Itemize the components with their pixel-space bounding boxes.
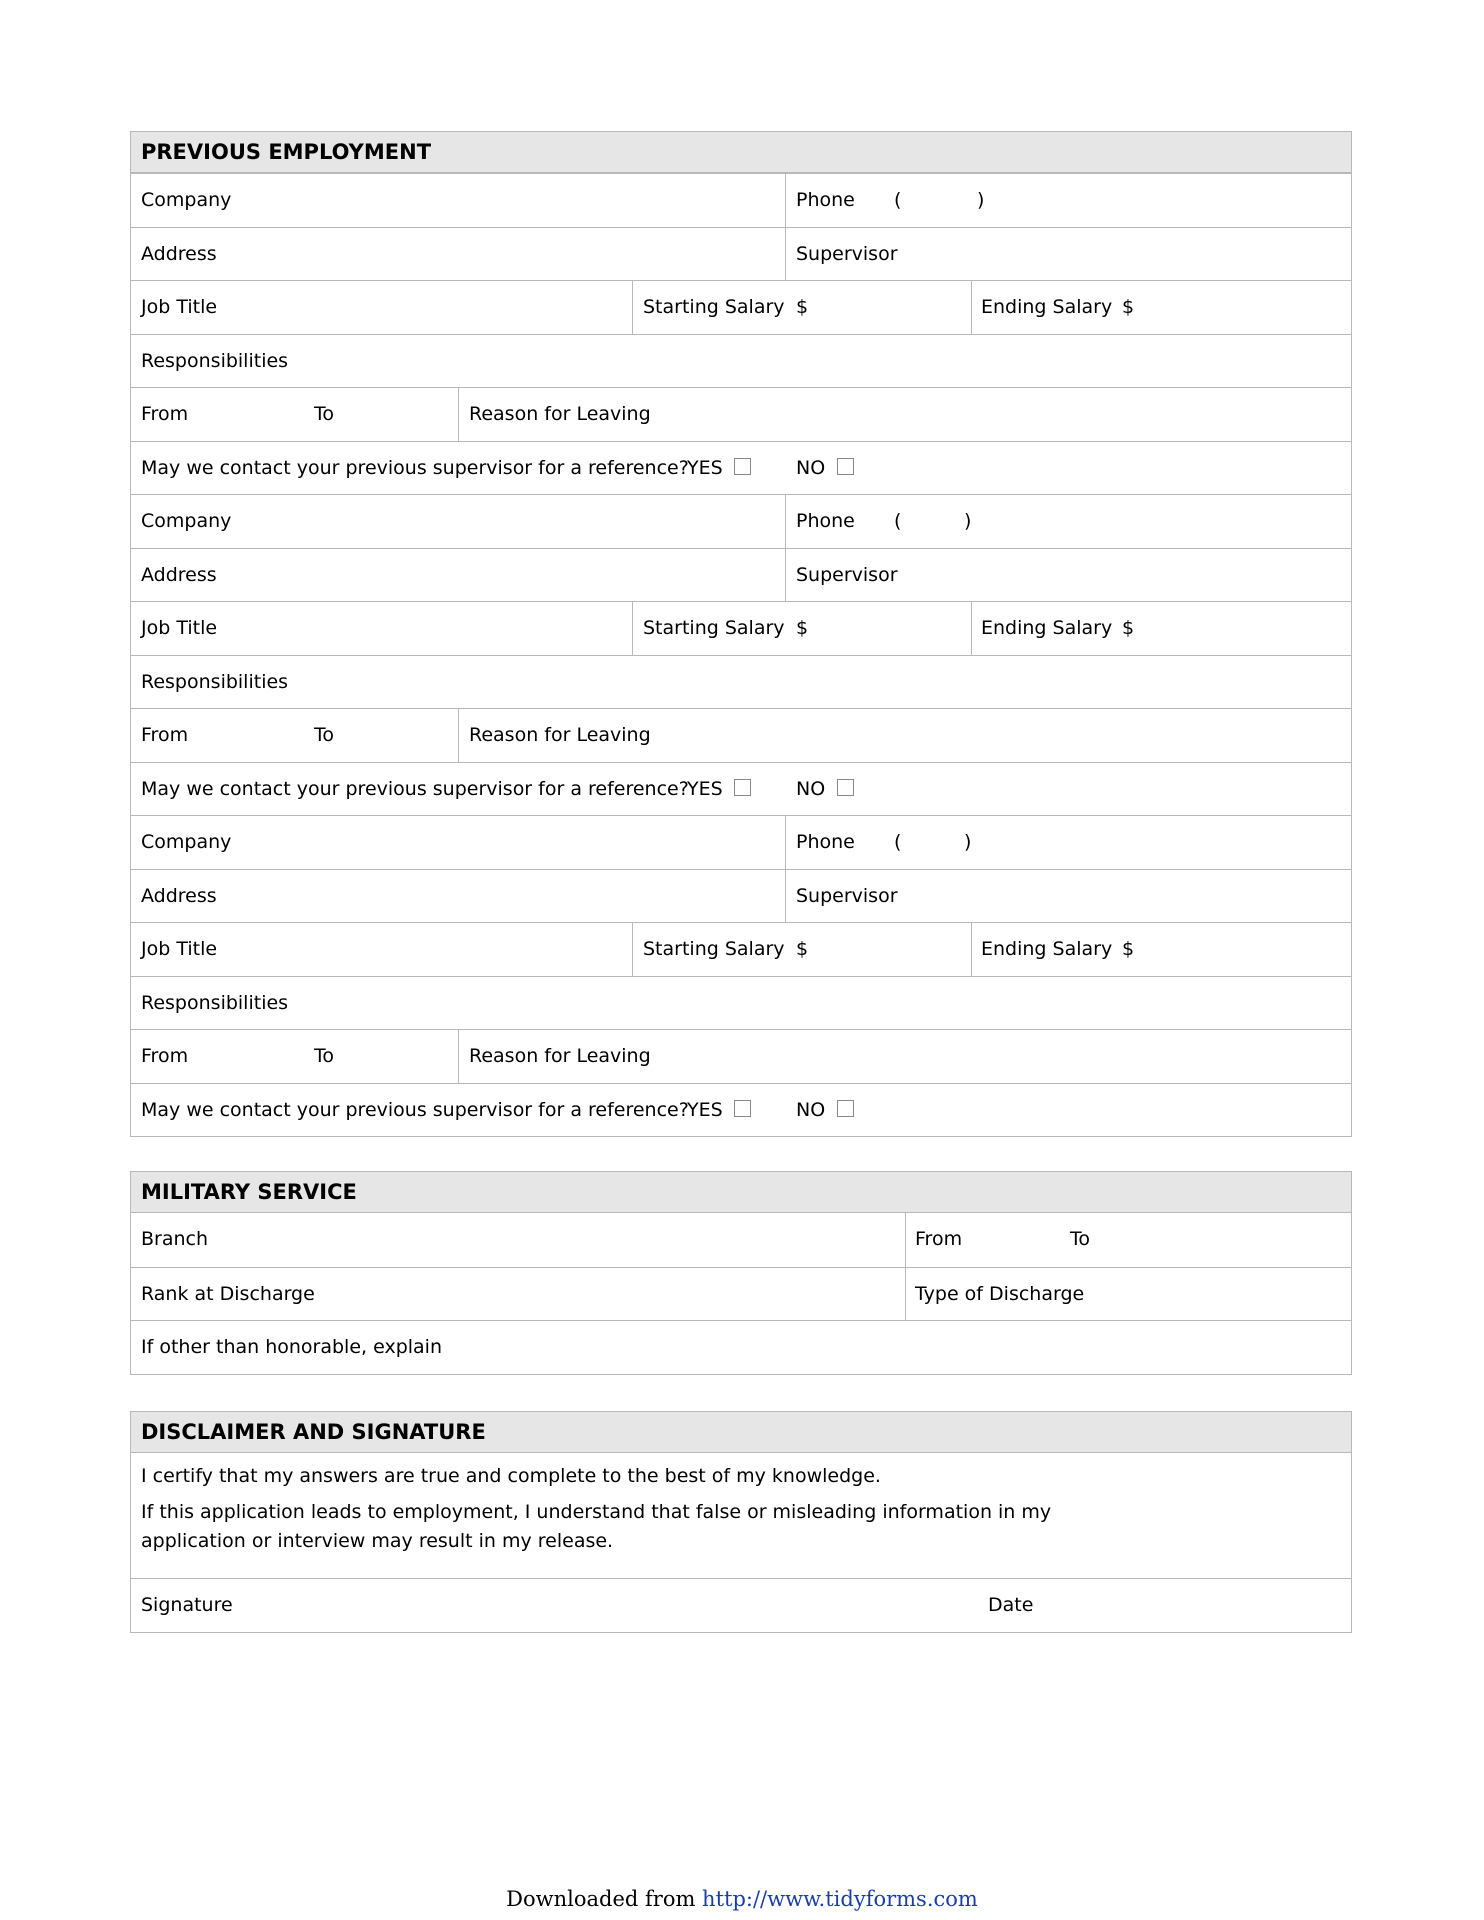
company-row [131, 815, 1351, 869]
to-label: To [314, 403, 335, 425]
ending-salary-label: Ending Salary [981, 617, 1113, 639]
signature-label: Signature [141, 1594, 233, 1616]
responsibilities-label: Responsibilities [141, 349, 289, 372]
military-service-section [130, 1171, 1352, 1375]
job-title-label: Job Title [141, 617, 218, 639]
military-service-heading: MILITARY SERVICE [131, 1172, 1351, 1213]
phone-label: Phone [796, 831, 855, 853]
reason-for-leaving-field[interactable] [458, 709, 1351, 762]
signature-row [131, 1578, 1351, 1632]
phone-label: Phone [796, 189, 855, 211]
phone-field[interactable] [785, 495, 1351, 548]
responsibilities-row [131, 334, 1351, 388]
no-label: NO [796, 456, 826, 479]
responsibilities-label: Responsibilities [141, 670, 289, 693]
responsibilities-row [131, 655, 1351, 709]
company-label: Company [141, 189, 232, 211]
disclaimer-heading: DISCLAIMER AND SIGNATURE [131, 1412, 1351, 1453]
ending-salary-field[interactable] [971, 602, 1351, 655]
no-checkbox[interactable] [837, 1100, 854, 1117]
responsibilities-row [131, 976, 1351, 1030]
company-field[interactable] [131, 174, 785, 227]
reason-label: Reason for Leaving [469, 724, 651, 746]
address-row [131, 869, 1351, 923]
starting-salary-dollar: $ [796, 617, 809, 639]
contact-question [131, 763, 1351, 816]
supervisor-field[interactable] [785, 228, 1351, 281]
employment-blocks [131, 173, 1351, 1136]
job-row [131, 280, 1351, 334]
explain-field[interactable] [131, 1321, 1351, 1374]
rank-label: Rank at Discharge [141, 1282, 315, 1305]
supervisor-label: Supervisor [796, 563, 898, 586]
ending-salary-field[interactable] [971, 281, 1351, 334]
starting-salary-label: Starting Salary [643, 617, 785, 639]
discharge-row [131, 1267, 1351, 1321]
reason-for-leaving-field[interactable] [458, 388, 1351, 441]
company-label: Company [141, 831, 232, 853]
contact-question-label: May we contact your previous supervisor for a reference? [141, 777, 689, 800]
yes-label: YES [687, 777, 723, 800]
phone-field[interactable] [785, 816, 1351, 869]
job-title-field[interactable] [131, 923, 632, 976]
supervisor-field[interactable] [785, 549, 1351, 602]
starting-salary-dollar: $ [796, 296, 809, 318]
dates-row [131, 708, 1351, 762]
reason-label: Reason for Leaving [469, 403, 651, 425]
phone-field[interactable] [785, 174, 1351, 227]
address-row [131, 548, 1351, 602]
company-label: Company [141, 510, 232, 532]
disclaimer-section [130, 1411, 1352, 1633]
from-label: From [141, 724, 189, 746]
starting-salary-field[interactable] [632, 602, 971, 655]
phone-area-close: ) [964, 510, 972, 532]
rank-field[interactable] [131, 1268, 905, 1321]
contact-row [131, 762, 1351, 816]
starting-salary-field[interactable] [632, 923, 971, 976]
responsibilities-label: Responsibilities [141, 991, 289, 1014]
previous-employment-section [130, 131, 1352, 1137]
explain-label: If other than honorable, explain [141, 1336, 443, 1358]
military-to-label: To [1070, 1228, 1091, 1250]
no-label: NO [796, 777, 826, 800]
starting-salary-field[interactable] [632, 281, 971, 334]
no-checkbox[interactable] [837, 779, 854, 796]
service-dates-field[interactable] [905, 1213, 1351, 1267]
address-label: Address [141, 242, 217, 265]
phone-area-close: ) [977, 189, 985, 211]
job-row [131, 601, 1351, 655]
job-title-field[interactable] [131, 281, 632, 334]
company-field[interactable] [131, 495, 785, 548]
phone-label: Phone [796, 510, 855, 532]
to-label: To [314, 724, 335, 746]
ending-salary-label: Ending Salary [981, 296, 1113, 318]
address-label: Address [141, 884, 217, 907]
phone-area-open: ( [894, 510, 902, 532]
employment-dates-field[interactable] [131, 1030, 458, 1083]
signature-field[interactable] [131, 1579, 977, 1632]
ending-salary-dollar: $ [1122, 938, 1135, 960]
no-label: NO [796, 1098, 826, 1121]
responsibilities-field[interactable] [131, 656, 1351, 709]
starting-salary-label: Starting Salary [643, 296, 785, 318]
dates-row [131, 1029, 1351, 1083]
date-label: Date [988, 1594, 1034, 1616]
supervisor-field[interactable] [785, 870, 1351, 923]
contact-question [131, 1084, 1351, 1137]
date-field[interactable] [977, 1579, 1351, 1632]
reason-label: Reason for Leaving [469, 1045, 651, 1067]
reason-for-leaving-field[interactable] [458, 1030, 1351, 1083]
employment-dates-field[interactable] [131, 709, 458, 762]
from-label: From [141, 1045, 189, 1067]
branch-field[interactable] [131, 1213, 905, 1267]
explain-row [131, 1320, 1351, 1374]
disclaimer-line-2: If this application leads to employment, I understand that false or misleading information in my application or interview may result in my release. [141, 1501, 1052, 1552]
starting-salary-label: Starting Salary [643, 938, 785, 960]
discharge-type-field[interactable] [905, 1268, 1351, 1321]
ending-salary-label: Ending Salary [981, 938, 1113, 960]
disclaimer-line-1: I certify that my answers are true and complete to the best of my knowledge. [141, 1465, 881, 1487]
job-title-label: Job Title [141, 938, 218, 960]
branch-row [131, 1213, 1351, 1267]
address-field[interactable] [131, 549, 785, 602]
ending-salary-dollar: $ [1122, 617, 1135, 639]
address-field[interactable] [131, 870, 785, 923]
footer-prefix: Downloaded from [506, 1887, 703, 1911]
download-footer [0, 1887, 1484, 1911]
previous-employment-heading: PREVIOUS EMPLOYMENT [131, 132, 1351, 173]
ending-salary-field[interactable] [971, 923, 1351, 976]
supervisor-label: Supervisor [796, 884, 898, 907]
phone-area-open: ( [894, 189, 902, 211]
ending-salary-dollar: $ [1122, 296, 1135, 318]
company-row [131, 173, 1351, 227]
phone-area-close: ) [964, 831, 972, 853]
supervisor-label: Supervisor [796, 242, 898, 265]
discharge-type-label: Type of Discharge [915, 1282, 1085, 1305]
responsibilities-field[interactable] [131, 335, 1351, 388]
contact-question-label: May we contact your previous supervisor for a reference? [141, 456, 689, 479]
address-label: Address [141, 563, 217, 586]
job-title-field[interactable] [131, 602, 632, 655]
phone-area-open: ( [894, 831, 902, 853]
yes-checkbox[interactable] [734, 1100, 751, 1117]
from-label: From [141, 403, 189, 425]
contact-row [131, 1083, 1351, 1137]
yes-checkbox[interactable] [734, 458, 751, 475]
footer-link[interactable]: http://www.tidyforms.com [702, 1887, 978, 1911]
yes-label: YES [687, 456, 723, 479]
to-label: To [314, 1045, 335, 1067]
no-checkbox[interactable] [837, 458, 854, 475]
yes-label: YES [687, 1098, 723, 1121]
job-title-label: Job Title [141, 296, 218, 318]
company-field[interactable] [131, 816, 785, 869]
disclaimer-text [131, 1453, 1351, 1578]
contact-question [131, 442, 1351, 495]
contact-question-label: May we contact your previous supervisor for a reference? [141, 1098, 689, 1121]
dates-row [131, 387, 1351, 441]
military-from-label: From [915, 1228, 963, 1250]
company-row [131, 494, 1351, 548]
yes-checkbox[interactable] [734, 779, 751, 796]
job-row [131, 922, 1351, 976]
employment-dates-field[interactable] [131, 388, 458, 441]
address-row [131, 227, 1351, 281]
responsibilities-field[interactable] [131, 977, 1351, 1030]
branch-label: Branch [141, 1228, 209, 1250]
starting-salary-dollar: $ [796, 938, 809, 960]
contact-row [131, 441, 1351, 495]
address-field[interactable] [131, 228, 785, 281]
